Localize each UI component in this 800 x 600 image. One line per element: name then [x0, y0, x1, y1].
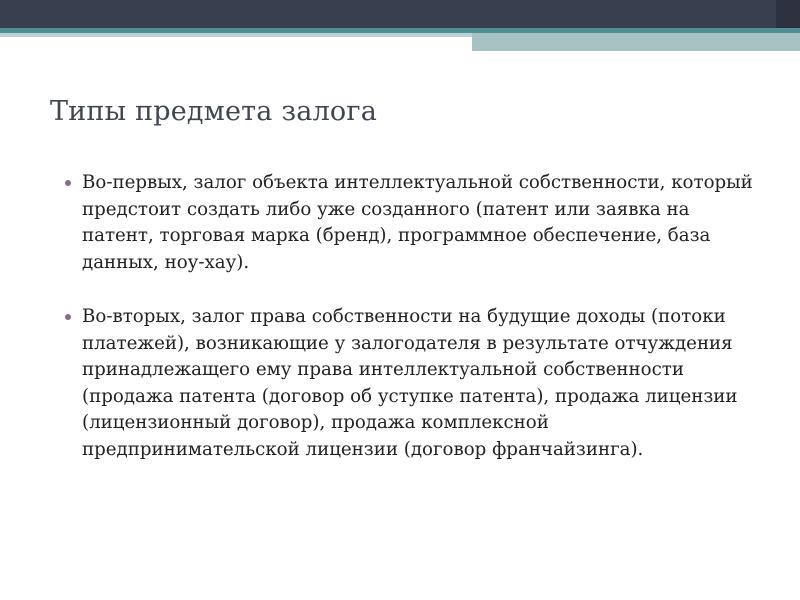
header-band — [0, 0, 800, 28]
header-light-block — [472, 33, 800, 51]
bullet-dot-icon — [65, 180, 71, 186]
bullet-item-second — [62, 304, 762, 463]
bullet-dot-icon — [65, 314, 71, 320]
bullet-list — [62, 170, 762, 463]
header-light-strip — [0, 33, 472, 37]
slide-title: Типы предмета залога — [50, 96, 378, 127]
header-band-corner — [776, 0, 800, 28]
bullet-text-second: Во-вторых, залог права собственности на будущие доходы (потоки платежей), возникающие у залогодателя в результате отчуждения принадлежащего ему права интеллектуальной собственности (продажа патента (договор об уступке патента), продажа лицензии (лицензионный договор), продажа комплексной предпринимательской лицензии (договор франчайзинга). — [82, 306, 738, 460]
bullet-text-first: Во-первых, залог объекта интеллектуальной собственности, который предстоит создать либо уже созданного (патент или заявка на патент, торговая марка (бренд), программное обеспечение, база данных, ноу-хау). — [82, 172, 753, 273]
bullet-item-first — [62, 170, 762, 276]
